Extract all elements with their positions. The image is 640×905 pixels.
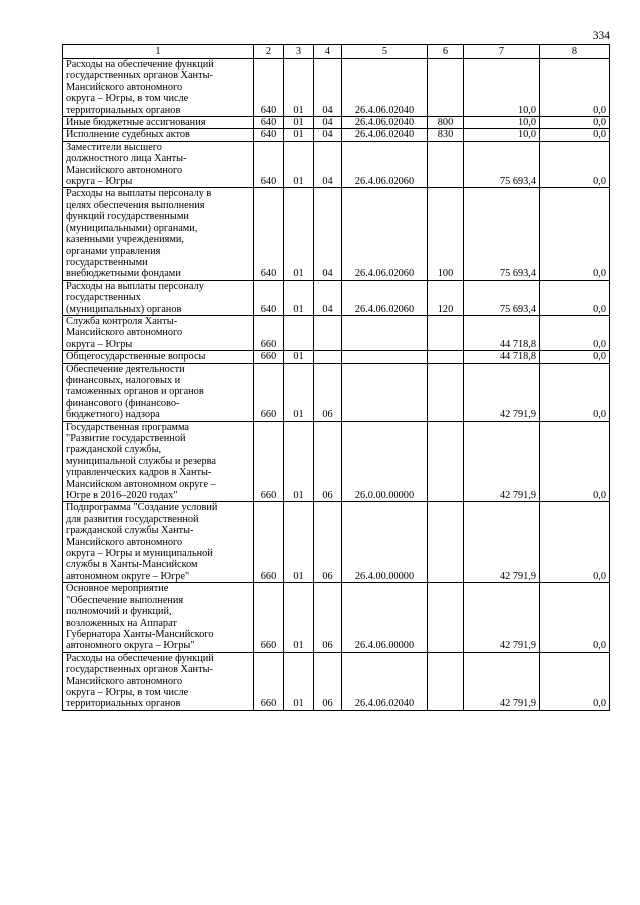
row-name-text: Заместители высшего должностного лица Ханты- Мансийского автономного округа – Югры [66,141,187,188]
row-value-cell [428,363,464,421]
row-value-cell: 04 [314,141,342,188]
row-name-cell [63,59,254,117]
row-value-cell: 640 [254,280,284,315]
row-value-cell: 0,0 [540,421,610,502]
row-name-cell [63,129,254,141]
budget-table [62,44,610,711]
row-name-cell [63,280,254,315]
row-value-cell: 04 [314,188,342,280]
row-value-cell: 120 [428,280,464,315]
row-value-cell: 42 791,9 [464,363,540,421]
row-value-cell: 04 [314,129,342,141]
row-value-cell: 04 [314,117,342,129]
row-value-cell: 26.4.06.02060 [342,141,428,188]
row-value-cell: 06 [314,652,342,710]
row-value-cell: 26.4.06.02040 [342,117,428,129]
column-header: 2 [254,45,284,59]
row-value-cell: 800 [428,117,464,129]
row-value-cell: 660 [254,421,284,502]
table-header-row [63,45,610,59]
column-header: 8 [540,45,610,59]
row-value-cell: 26.4.06.02040 [342,129,428,141]
row-value-cell: 0,0 [540,652,610,710]
row-value-cell: 01 [284,129,314,141]
row-value-cell: 640 [254,188,284,280]
row-name-text: Обеспечение деятельности финансовых, налоговых и таможенных органов и органов финансового (финансово- бюджетного) надзора [66,363,204,421]
table-row [63,280,610,315]
page-number: 334 [592,30,610,42]
row-name-text: Расходы на обеспечение функций государственных органов Ханты- Мансийского автономного округа – Югры, в том числе территориальных органов [66,59,214,116]
row-value-cell [428,502,464,583]
row-name-text: Служба контроля Ханты- Мансийского автономного округа – Югры [66,315,183,350]
row-value-cell: 01 [284,117,314,129]
row-name-text: Иные бюджетные ассигнования [66,117,206,129]
row-value-cell: 01 [284,502,314,583]
table-row [63,129,610,141]
row-name-cell [63,188,254,280]
row-value-cell: 01 [284,363,314,421]
row-value-cell [428,351,464,363]
row-value-cell: 10,0 [464,129,540,141]
row-name-cell [63,141,254,188]
row-value-cell [342,363,428,421]
row-value-cell [342,315,428,350]
table-row [63,59,610,117]
row-value-cell: 75 693,4 [464,141,540,188]
row-value-cell: 06 [314,363,342,421]
row-value-cell: 44 718,8 [464,315,540,350]
row-value-cell [342,351,428,363]
table-row [63,652,610,710]
row-name-text: Исполнение судебных актов [66,129,190,141]
row-value-cell: 04 [314,280,342,315]
row-value-cell: 0,0 [540,583,610,652]
row-value-cell: 0,0 [540,363,610,421]
row-value-cell: 26.4.00.00000 [342,502,428,583]
column-header: 7 [464,45,540,59]
row-value-cell: 75 693,4 [464,280,540,315]
row-name-cell [63,117,254,129]
row-value-cell: 100 [428,188,464,280]
column-header: 3 [284,45,314,59]
row-value-cell: 660 [254,502,284,583]
row-value-cell: 640 [254,117,284,129]
row-name-text: Расходы на выплаты персоналу в целях обеспечения выполнения функций государственными (муниципальными) органами, казенными учреждениями, органами управления государственными внебюджетными фондами [66,188,212,280]
row-value-cell: 830 [428,129,464,141]
row-value-cell: 660 [254,652,284,710]
row-value-cell [428,421,464,502]
row-value-cell: 0,0 [540,315,610,350]
row-value-cell: 01 [284,59,314,117]
row-name-cell [63,363,254,421]
row-value-cell: 0,0 [540,141,610,188]
row-value-cell: 660 [254,315,284,350]
table-row [63,141,610,188]
row-value-cell: 01 [284,280,314,315]
row-value-cell: 0,0 [540,188,610,280]
row-value-cell: 26.4.06.02060 [342,280,428,315]
row-value-cell: 01 [284,583,314,652]
column-header: 1 [63,45,254,59]
row-value-cell: 10,0 [464,59,540,117]
row-value-cell: 01 [284,421,314,502]
row-value-cell: 660 [254,363,284,421]
row-value-cell [428,141,464,188]
row-value-cell: 10,0 [464,117,540,129]
row-value-cell: 42 791,9 [464,502,540,583]
row-name-text: Расходы на обеспечение функций государственных органов Ханты- Мансийского автономного округа – Югры, в том числе территориальных органов [66,652,214,710]
row-value-cell: 01 [284,652,314,710]
column-header: 4 [314,45,342,59]
row-value-cell: 26.4.06.02040 [342,59,428,117]
row-value-cell: 01 [284,141,314,188]
row-name-text: Основное мероприятие "Обеспечение выполнения полномочий и функций, возложенных на Аппарат Губернатора Ханты-Мансийского автономного округа – Югры" [66,583,214,652]
row-value-cell: 06 [314,583,342,652]
row-name-text: Общегосударственные вопросы [66,351,206,363]
row-value-cell: 0,0 [540,351,610,363]
table-row [63,363,610,421]
row-value-cell: 42 791,9 [464,421,540,502]
row-value-cell: 04 [314,59,342,117]
row-value-cell: 06 [314,421,342,502]
row-value-cell: 0,0 [540,502,610,583]
row-value-cell: 660 [254,351,284,363]
row-value-cell [314,315,342,350]
row-value-cell: 26.4.06.02060 [342,188,428,280]
row-value-cell: 44 718,8 [464,351,540,363]
row-name-cell [63,502,254,583]
row-value-cell [284,315,314,350]
row-value-cell: 26.4.06.02040 [342,652,428,710]
row-value-cell [428,652,464,710]
row-name-cell [63,351,254,363]
row-value-cell: 660 [254,583,284,652]
table-row [63,421,610,502]
column-header: 5 [342,45,428,59]
row-name-cell [63,652,254,710]
row-value-cell: 26.0.00.00000 [342,421,428,502]
table-row [63,315,610,350]
row-value-cell [428,315,464,350]
row-value-cell: 0,0 [540,280,610,315]
row-value-cell: 26.4.06.00000 [342,583,428,652]
row-value-cell: 640 [254,129,284,141]
row-value-cell: 0,0 [540,59,610,117]
row-value-cell [428,583,464,652]
row-value-cell: 640 [254,59,284,117]
table-row [63,583,610,652]
table-row [63,502,610,583]
table-row [63,188,610,280]
row-value-cell: 75 693,4 [464,188,540,280]
row-value-cell: 06 [314,502,342,583]
row-value-cell: 42 791,9 [464,583,540,652]
row-value-cell: 640 [254,141,284,188]
row-value-cell: 01 [284,188,314,280]
row-name-cell [63,315,254,350]
row-name-text: Подпрограмма "Создание условий для развития государственной гражданской службы Ханты- Мансийского автономного округа – Югры и муниципальной службы в Ханты-Мансийском автономном округе – Югре" [66,502,218,582]
row-value-cell [314,351,342,363]
row-value-cell: 0,0 [540,117,610,129]
table-row [63,117,610,129]
row-name-text: Расходы на выплаты персоналу государственных (муниципальных) органов [66,280,204,315]
row-name-cell [63,421,254,502]
row-name-cell [63,583,254,652]
column-header: 6 [428,45,464,59]
table-row [63,351,610,363]
row-value-cell [428,59,464,117]
row-value-cell: 0,0 [540,129,610,141]
row-name-text: Государственная программа "Развитие государственной гражданской службы, муниципальной службы и резерва управленческих кадров в Ханты- Мансийском автономном округе – Югре в 2016–2020 годах" [66,421,216,502]
row-value-cell: 01 [284,351,314,363]
row-value-cell: 42 791,9 [464,652,540,710]
